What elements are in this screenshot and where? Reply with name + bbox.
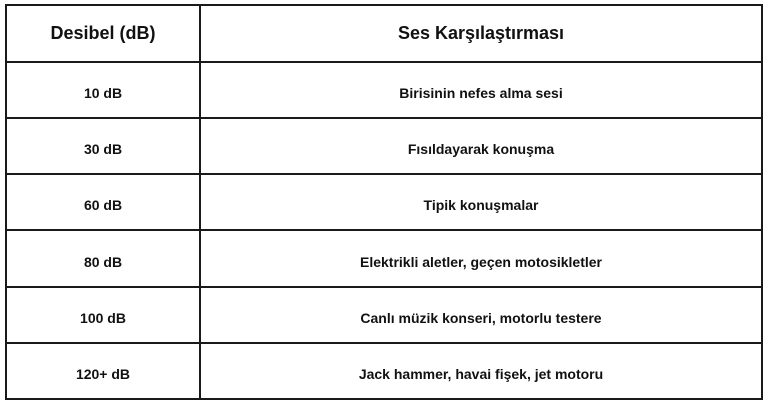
decibel-cell	[6, 62, 200, 118]
table-row	[6, 174, 762, 230]
comparison-cell	[200, 174, 762, 230]
comparison-cell	[200, 62, 762, 118]
comparison-cell	[200, 343, 762, 399]
comparison-text: Jack hammer, havai fişek, jet motoru	[358, 365, 604, 382]
decibel-cell	[6, 118, 200, 174]
comparison-cell	[200, 118, 762, 174]
table-header-row	[6, 5, 762, 62]
decibel-value: 100 dB	[80, 309, 126, 326]
table-row	[6, 230, 762, 286]
decibel-value: 60 dB	[83, 197, 123, 214]
decibel-cell	[6, 230, 200, 286]
decibel-value: 120+ dB	[75, 365, 131, 382]
table-row	[6, 287, 762, 343]
decibel-cell	[6, 343, 200, 399]
decibel-cell	[6, 287, 200, 343]
decibel-value: 80 dB	[83, 253, 123, 270]
comparison-text: Canlı müzik konseri, motorlu testere	[360, 309, 602, 326]
header-decibel: Desibel (dB)	[6, 5, 200, 62]
decibel-comparison-table	[5, 4, 763, 400]
header-sound-comparison: Ses Karşılaştırması	[200, 5, 762, 62]
comparison-cell	[200, 287, 762, 343]
decibel-value: 30 dB	[83, 141, 123, 158]
decibel-value: 10 dB	[83, 85, 123, 102]
table-row	[6, 62, 762, 118]
table-row	[6, 118, 762, 174]
comparison-text: Elektrikli aletler, geçen motosikletler	[360, 253, 602, 270]
comparison-text: Tipik konuşmalar	[423, 197, 539, 214]
comparison-text: Fısıldayarak konuşma	[407, 141, 555, 158]
decibel-cell	[6, 174, 200, 230]
comparison-text: Birisinin nefes alma sesi	[399, 85, 563, 102]
comparison-cell	[200, 230, 762, 286]
table-row	[6, 343, 762, 399]
